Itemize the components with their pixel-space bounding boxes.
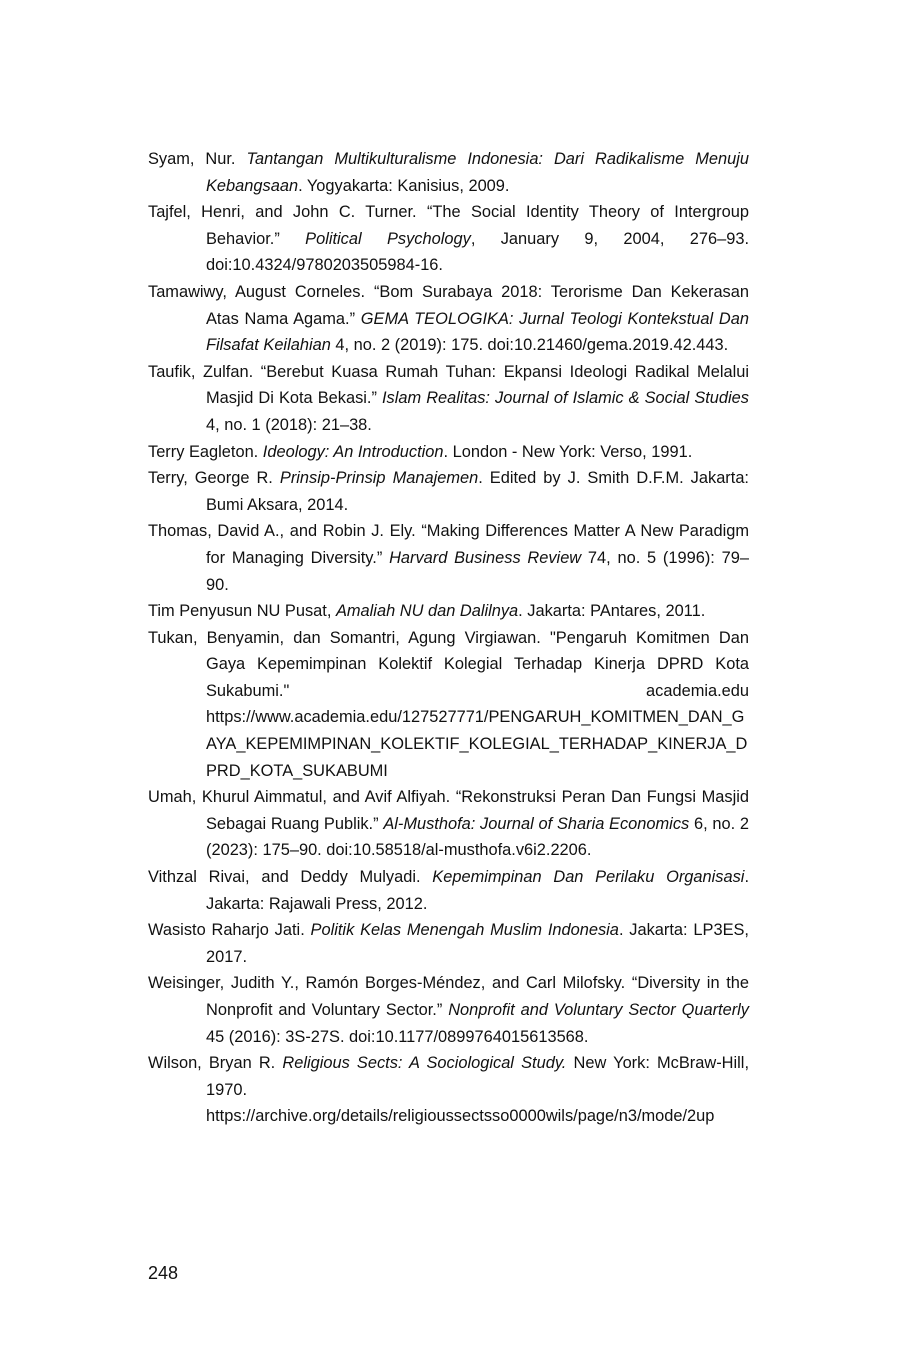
reference-entry <box>148 625 749 785</box>
reference-tail: . Yogyakarta: Kanisius, 2009. <box>298 176 510 195</box>
reference-lead: Tamawiwy, August Corneles. “Bom Surabaya 2018: Terorisme Dan Kekerasan Atas Nama Agama.” <box>148 282 749 328</box>
reference-title: Islam Realitas: Journal of Islamic & Social Studies <box>382 389 749 408</box>
bibliography-list <box>148 146 749 1130</box>
reference-entry <box>148 279 749 359</box>
reference-tail: 74, no. 5 (1996): 79–90. <box>206 548 749 594</box>
reference-tail: . Jakarta: PAntares, 2011. <box>518 602 706 621</box>
reference-entry <box>148 1050 749 1130</box>
reference-entry <box>148 465 749 518</box>
reference-entry <box>148 518 749 598</box>
reference-lead: Weisinger, Judith Y., Ramón Borges-Méndez, and Carl Milofsky. “Diversity in the Nonprofit and Voluntary Sector.” <box>148 974 749 1019</box>
reference-entry <box>148 864 749 917</box>
reference-title: Nonprofit and Voluntary Sector Quarterly <box>448 1001 749 1019</box>
page-number: 248 <box>148 1263 179 1283</box>
reference-lead: Syam, Nur. <box>148 150 247 168</box>
reference-entry <box>148 439 749 466</box>
reference-lead: Wasisto Raharjo Jati. <box>148 921 311 940</box>
reference-title: Al-Musthofa: Journal of Sharia Economics <box>383 814 690 833</box>
reference-lead: Wilson, Bryan R. <box>148 1054 283 1073</box>
reference-lead: Umah, Khurul Aimmatul, and Avif Alfiyah. “Rekonstruksi Peran Dan Fungsi Masjid Sebagai Ruang Publik.” <box>148 788 749 833</box>
reference-tail: 45 (2016): 3S-27S. doi:10.1177/0899764015613568. <box>206 1027 589 1046</box>
reference-title: Kepemimpinan Dan Perilaku Organisasi <box>432 868 745 887</box>
reference-entry <box>148 784 749 864</box>
reference-lead: Tim Penyusun NU Pusat, <box>148 602 336 621</box>
reference-lead: Tajfel, Henri, and John C. Turner. “The Social Identity Theory of Intergroup Behavior.” <box>148 203 749 248</box>
reference-lead: Taufik, Zulfan. “Berebut Kuasa Rumah Tuhan: Ekpansi Ideologi Radikal Melalui Masjid Di Kota Bekasi.” <box>148 362 749 408</box>
reference-tail: 4, no. 2 (2019): 175. doi:10.21460/gema.2019.42.443. <box>330 336 729 355</box>
reference-title: Politik Kelas Menengah Muslim Indonesia <box>310 921 619 940</box>
reference-entry <box>148 917 749 970</box>
reference-title: Political Psychology <box>305 229 471 248</box>
reference-tail: 6, no. 2 (2023): 175–90. doi:10.58518/al-musthofa.v6i2.2206. <box>206 814 749 860</box>
reference-entry <box>148 199 749 279</box>
reference-title: Religious Sects: A Sociological Study. <box>282 1054 567 1073</box>
reference-lead: Terry, George R. <box>148 469 280 488</box>
reference-entry <box>148 146 749 199</box>
reference-title: Harvard Business Review <box>389 548 582 567</box>
reference-entry <box>148 970 749 1050</box>
reference-title: Amaliah NU dan Dalilnya <box>335 602 519 621</box>
reference-tail: . Jakarta: Rajawali Press, 2012. <box>206 868 750 913</box>
reference-title: Tantangan Multikulturalisme Indonesia: Dari Radikalisme Menuju Kebangsaan <box>206 150 749 195</box>
reference-lead: Tukan, Benyamin, dan Somantri, Agung Virgiawan. "Pengaruh Komitmen Dan Gaya Kepemimpinan Kolektif Kolegial Terhadap Kinerja DPRD Kota Sukabumi." academia.edu https://www.academia.edu/127527771/PENGARUH_KOMITMEN_DAN_GAYA_KEPEMIMPINAN_KOLEKTIF_KOLEGIAL_TERHADAP_KINERJA_DPRD_KOTA_SUKABUMI <box>148 628 749 780</box>
reference-tail: , January 9, 2004, 276–93. doi:10.4324/9780203505984-16. <box>206 229 750 275</box>
reference-tail: New York: McBraw-Hill, 1970. https://archive.org/details/religioussectsso0000wils/page/n3/mode/2up <box>206 1054 749 1126</box>
reference-title: GEMA TEOLOGIKA: Jurnal Teologi Kontekstual Dan Filsafat Keilahian <box>206 309 749 355</box>
reference-entry <box>148 598 749 625</box>
reference-tail: . Jakarta: LP3ES, 2017. <box>206 921 749 966</box>
reference-title: Prinsip-Prinsip Manajemen <box>279 469 479 488</box>
reference-lead: Thomas, David A., and Robin J. Ely. “Making Differences Matter A New Paradigm for Managing Diversity.” <box>148 522 749 567</box>
reference-title: Ideology: An Introduction <box>262 442 444 461</box>
reference-lead: Terry Eagleton. <box>148 442 263 461</box>
reference-lead: Vithzal Rivai, and Deddy Mulyadi. <box>148 868 433 887</box>
reference-tail: 4, no. 1 (2018): 21–38. <box>206 415 372 434</box>
reference-tail: . Edited by J. Smith D.F.M. Jakarta: Bumi Aksara, 2014. <box>206 469 749 514</box>
reference-entry <box>148 359 749 439</box>
reference-tail: . London - New York: Verso, 1991. <box>443 442 693 461</box>
